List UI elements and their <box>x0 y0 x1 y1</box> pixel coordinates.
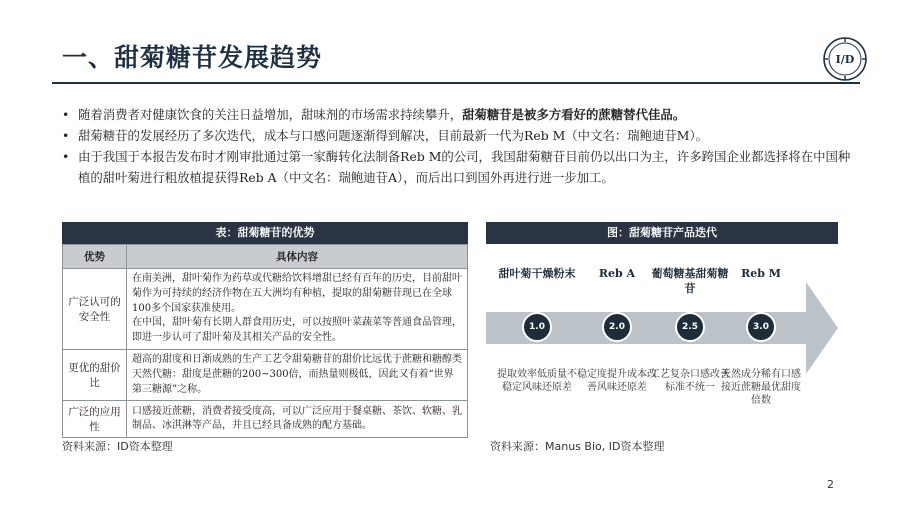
table-header-row <box>63 245 468 269</box>
column-header-detail: 具体内容 <box>127 245 468 269</box>
bullet-list <box>60 104 860 188</box>
advantage-category: 更优的甜价比 <box>63 349 127 400</box>
bullet-text: 由于我国于本报告发布时才刚审批通过第一家酶转化法制备Reb M的公司，我国甜菊糖苷目前仍以出口为主，许多跨国企业都选择将在中国种植的甜叶菊进行粗放植提获得Reb A（中文名：瑞鲍迪苷A），而后出口到国外再进行进一步加工。 <box>78 149 851 185</box>
advantage-detail <box>127 269 468 350</box>
bullet-text: 随着消费者对健康饮食的关注日益增加，甜味剂的市场需求持续攀升， <box>78 107 463 122</box>
bullet-item <box>60 125 860 146</box>
stage-note: 工艺复杂口感改善标准不统一 <box>650 369 730 393</box>
iteration-chart-heading: 图：甜菊糖苷产品迭代 <box>486 222 838 244</box>
page-title: 一、甜菊糖苷发展趋势 <box>62 43 323 72</box>
bullet-marker: • <box>62 128 70 143</box>
detail-paragraph: 超高的甜度和日渐成熟的生产工艺令甜菊糖苷的甜价比远优于蔗糖和糖醇类天然代糖：甜度是蔗糖的200~300倍，而热量则极低，因此又有着“世界第三糖源”之称。 <box>132 353 462 395</box>
company-logo <box>822 36 868 82</box>
page-number: 2 <box>827 478 834 491</box>
advantage-detail <box>127 401 468 438</box>
title-divider <box>52 82 860 84</box>
detail-paragraph: 在中国，甜叶菊有长期人群食用历史，可以按照叶菜蔬菜等普通食品管理，即进一步认可了甜叶菊及其相关产品的安全性。 <box>132 317 462 344</box>
chart-source-note: 资料来源：Manus Bio, ID资本整理 <box>490 440 665 453</box>
stage-version-marker: 3.0 <box>746 312 776 342</box>
bullet-highlight: 甜菊糖苷是被多方看好的蔗糖替代佳品。 <box>462 107 686 122</box>
stage-label: Reb M <box>741 267 781 280</box>
stage-version-marker: 2.5 <box>675 312 705 342</box>
detail-paragraph: 在南美洲，甜叶菊作为药草或代糖给饮料增甜已经有百年的历史，目前甜叶菊作为可持续的经济作物在五大洲均有种植，提取的甜菊糖苷现已在全球100多个国家获准使用。 <box>132 273 462 314</box>
stage-note: 提取效率低质量不稳定风味还原差 <box>497 369 577 393</box>
bullet-text: 甜菊糖苷的发展经历了多次迭代，成本与口感问题逐渐得到解决，目前最新一代为Reb M（中文名：瑞鲍迪苷M）。 <box>78 128 709 143</box>
detail-paragraph: 口感接近蔗糖，消费者接受度高，可以广泛应用于餐桌糖、茶饮、软糖、乳制品、冰淇淋等产品，并且已经具备成熟的配方基础。 <box>132 405 462 432</box>
bullet-marker: • <box>62 149 70 164</box>
stage-label: Reb A <box>598 267 636 280</box>
stage-version-marker: 1.0 <box>522 312 552 342</box>
table-source-note: 资料来源：ID资本整理 <box>62 440 173 453</box>
advantage-category: 广泛认可的安全性 <box>63 269 127 350</box>
advantages-table-heading: 表：甜菊糖苷的优势 <box>62 222 468 244</box>
advantages-table <box>62 244 468 438</box>
column-header-advantage: 优势 <box>63 245 127 269</box>
bullet-item <box>60 146 860 188</box>
stage-label: 葡萄糖基甜菊糖苷 <box>651 267 729 295</box>
stage-note: 天然成分稀有口感接近蔗糖最优甜度倍数 <box>721 369 801 406</box>
table-row <box>63 401 468 438</box>
stage-version-marker: 2.0 <box>602 312 632 342</box>
advantage-category: 广泛的应用性 <box>63 401 127 438</box>
table-row <box>63 269 468 350</box>
advantage-detail <box>127 349 468 400</box>
table-row <box>63 349 468 400</box>
stage-note: 稳定度提升成本改善风味还原差 <box>577 369 657 393</box>
bullet-marker: • <box>62 107 70 122</box>
stage-label: 甜叶菊干燥粉末 <box>498 267 576 280</box>
bullet-item <box>60 104 860 125</box>
logo-text: I/D <box>835 53 855 66</box>
